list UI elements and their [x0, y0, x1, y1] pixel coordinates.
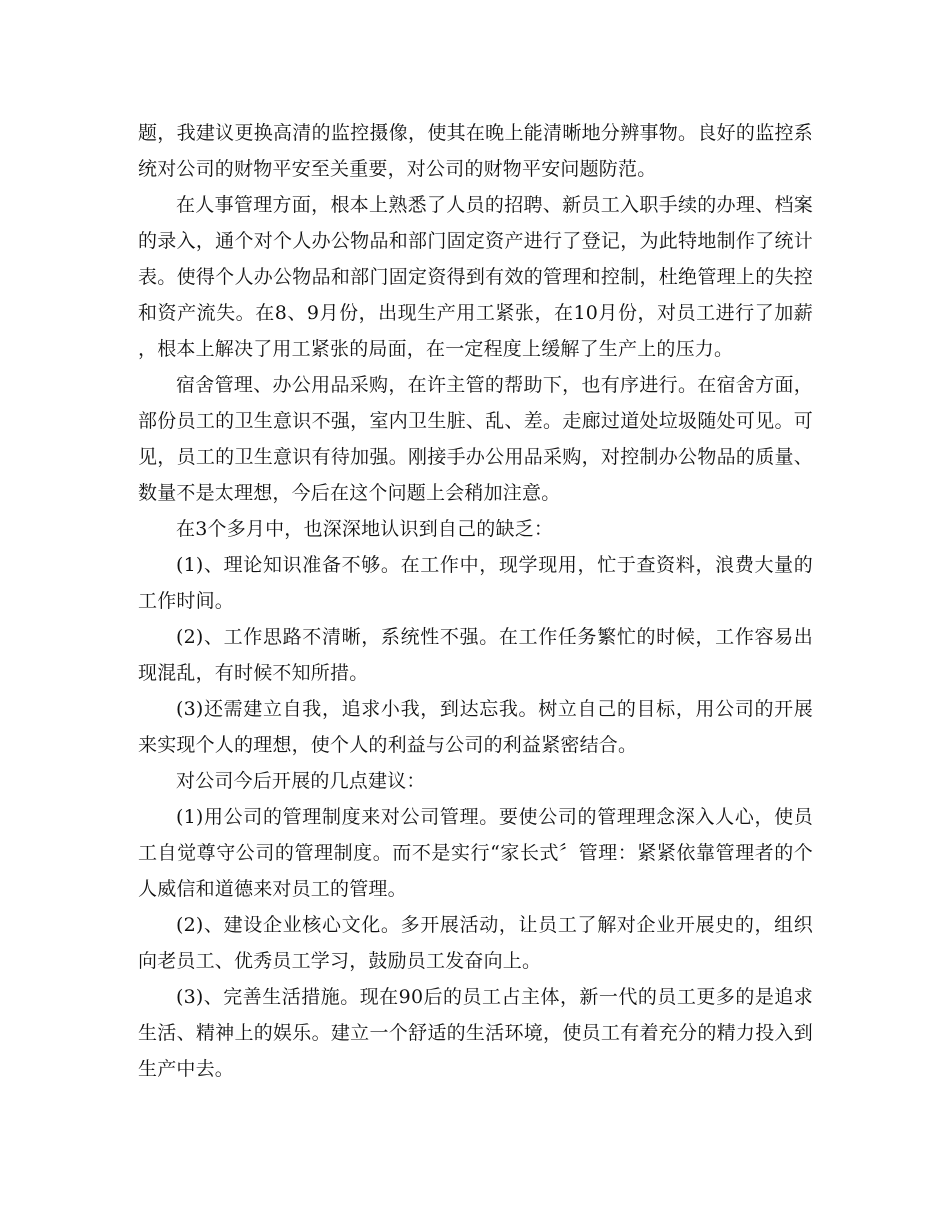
- paragraph-dormitory-purchasing: 宿舍管理、办公用品采购，在许主管的帮助下，也有序进行。在宿舍方面，部份员工的卫生意识不强，室内卫生脏、乱、差。走廊过道处垃圾随处可见。可见，员工的卫生意识有待加强。刚接手办公用品采购，对控制办公物品的质量、数量不是太理想，今后在这个问题上会稍加注意。: [138, 374, 813, 504]
- paragraph-suggestion-2: (2)、建设企业核心文化。多开展活动，让员工了解对企业开展史的，组织向老员工、优秀员工学习，鼓励员工发奋向上。: [138, 914, 813, 972]
- paragraph-suggestion-1: (1)用公司的管理制度来对公司管理。要使公司的管理理念深入人心，使员工自觉尊守公司的管理制度。而不是实行“家长式〞管理：紧紧依靠管理者的个人威信和道德来对员工的管理。: [138, 806, 813, 900]
- paragraph-shortcoming-1: (1)、理论知识准备不够。在工作中，现学现用，忙于查资料，浪费大量的工作时间。: [138, 554, 813, 612]
- paragraph-shortcomings-intro: 在3个多月中，也深深地认识到自己的缺乏：: [176, 518, 554, 540]
- paragraph-shortcoming-2: (2)、工作思路不清晰，系统性不强。在工作任务繁忙的时候，工作容易出现混乱，有时候不知所措。: [138, 626, 813, 684]
- paragraph-suggestion-3: (3)、完善生活措施。现在90后的员工占主体，新一代的员工更多的是追求生活、精神上的娱乐。建立一个舒适的生活环境，使员工有着充分的精力投入到生产中去。: [138, 986, 813, 1080]
- paragraph-continued-monitoring: 题，我建议更换高清的监控摄像，使其在晚上能清晰地分辨事物。良好的监控系统对公司的财物平安至关重要，对公司的财物平安问题防范。: [138, 122, 813, 180]
- document-body: [138, 115, 813, 1087]
- paragraph-suggestions-intro: 对公司今后开展的几点建议：: [176, 770, 426, 792]
- paragraph-shortcoming-3: (3)还需建立自我，追求小我，到达忘我。树立自己的目标，用公司的开展来实现个人的理想，使个人的利益与公司的利益紧密结合。: [138, 698, 813, 756]
- paragraph-personnel-management: 在人事管理方面，根本上熟悉了人员的招聘、新员工入职手续的办理、档案的录入，通个对个人办公物品和部门固定资产进行了登记，为此特地制作了统计表。使得个人办公物品和部门固定资得到有效的管理和控制，杜绝管理上的失控和资产流失。在8、9月份，出现生产用工紧张，在10月份，对员工进行了加薪，根本上解决了用工紧张的局面，在一定程度上缓解了生产上的压力。: [138, 194, 813, 360]
